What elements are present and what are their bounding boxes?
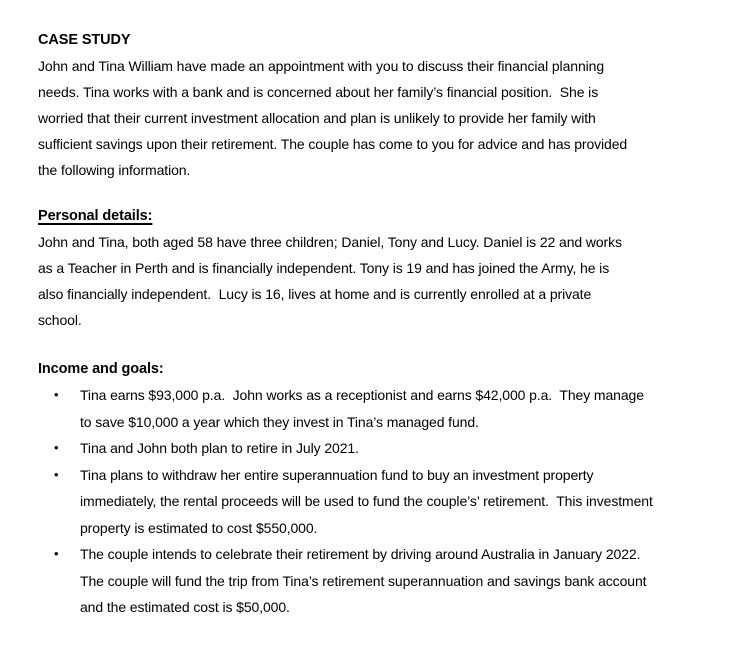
text-line: also financially independent. Lucy is 16, lives at home and is currently enrolled at a private [38,286,592,302]
text-line: Tina and John both plan to retire in July 2021. [80,440,359,456]
income-goals-list [38,382,695,621]
text-line: and the estimated cost is $50,000. [80,599,290,615]
personal-details-paragraph [38,229,695,333]
list-item [54,541,695,621]
list-item [54,382,695,435]
text-line: needs. Tina works with a bank and is concerned about her family’s financial position. She is [38,84,599,100]
text-line: John and Tina William have made an appointment with you to discuss their financial planning [38,58,605,74]
text-line: John and Tina, both aged 58 have three children; Daniel, Tony and Lucy. Daniel is 22 and works [38,234,622,250]
case-study-title: CASE STUDY [38,32,131,48]
text-line: Tina plans to withdraw her entire superannuation fund to buy an investment property [80,466,594,483]
text-line: as a Teacher in Perth and is financially independent. Tony is 19 and has joined the Army, he is [38,260,610,276]
intro-paragraph [38,53,695,183]
text-line: to save $10,000 a year which they invest in Tina’s managed fund. [80,413,479,430]
text-line: immediately, the rental proceeds will be used to fund the couple’s’ retirement. This investment [80,493,653,509]
bullet-icon: • [54,466,59,482]
list-item [54,435,695,462]
text-line: sufficient savings upon their retirement. The couple has come to you for advice and has provided [38,136,628,152]
bullet-icon: • [54,440,59,455]
income-goals-heading: Income and goals: [38,361,164,377]
text-line: worried that their current investment allocation and plan is unlikely to provide her family with [38,110,596,126]
text-line: property is estimated to cost $550,000. [80,519,318,536]
text-line: the following information. [38,162,191,178]
text-line: The couple will fund the trip from Tina’s retirement superannuation and savings bank account [80,572,647,589]
text-line: school. [38,312,82,328]
list-item [54,462,695,542]
text-line: Tina earns $93,000 p.a. John works as a receptionist and earns $42,000 p.a. They manage [80,387,644,403]
bullet-icon: • [54,387,59,402]
text-line: The couple intends to celebrate their retirement by driving around Australia in January 2022. [80,546,641,562]
personal-details-heading: Personal details: [38,208,153,224]
bullet-icon: • [54,546,59,561]
